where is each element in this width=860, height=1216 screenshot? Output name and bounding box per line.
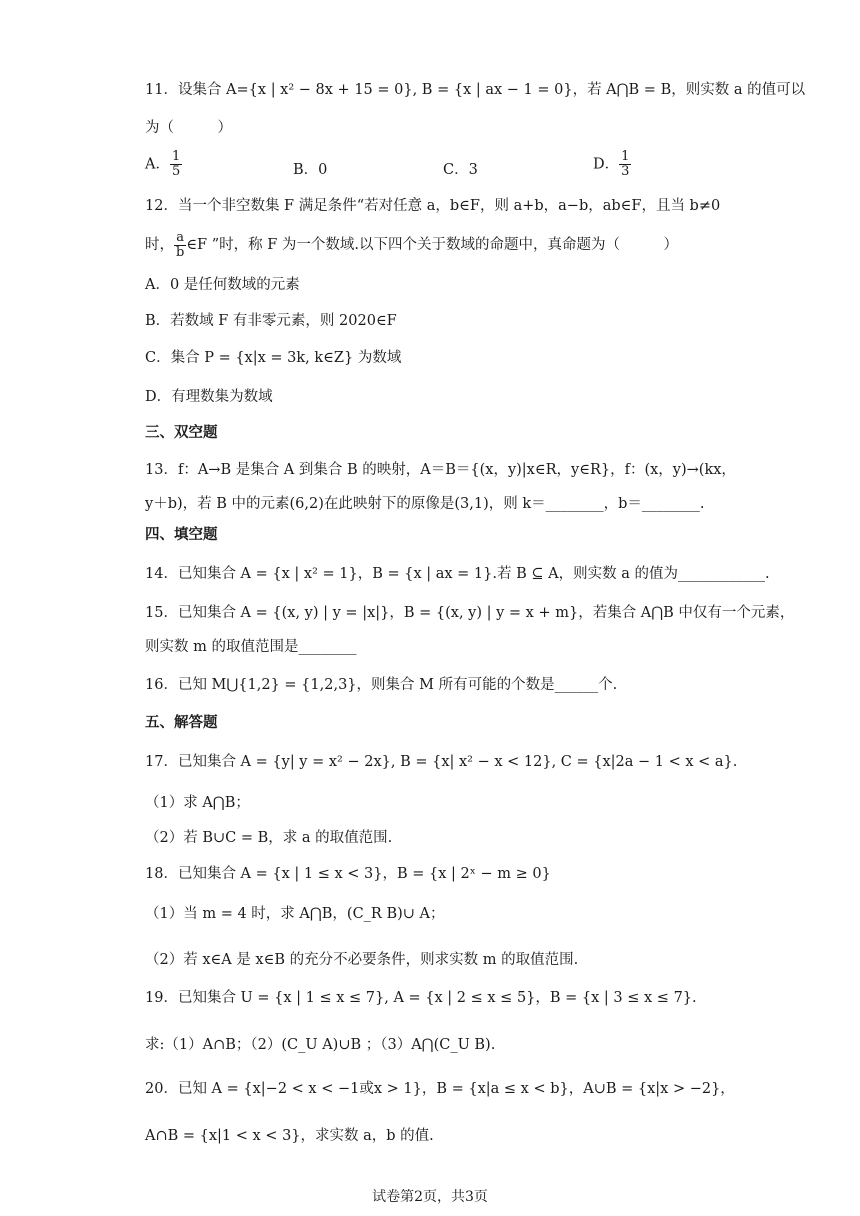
q12-line1: 12．当一个非空数集 F 满足条件“若对任意 a，b∈F，则 a+b，a−b，ab∈F，且当 b≠0: [145, 198, 721, 214]
fraction: [170, 150, 182, 179]
q11-line1: 11．设集合 A={x | x² − 8x + 15 = 0}, B = {x | ax − 1 = 0}，若 A⋂B = B，则实数 a 的值可以: [145, 82, 806, 98]
q11-line2: 为（ ）: [145, 120, 232, 136]
fraction: [174, 231, 186, 260]
q12-option-c: C．集合 P = {x|x = 3k, k∈Z} 为数域: [145, 350, 402, 366]
denominator: b: [176, 244, 185, 260]
q17-sub1: （1）求 A⋂B；: [145, 795, 250, 811]
q12-line2-post: ∈F ”时，称 F 为一个数域.以下四个关于数域的命题中，真命题为（ ）: [186, 237, 679, 253]
q15-line2: 则实数 m 的取值范围是________: [145, 639, 357, 655]
q13-line1: 13．f：A→B 是集合 A 到集合 B 的映射，A＝B＝{(x，y)|x∈R，y∈R}，f：(x，y)→(kx，: [145, 462, 736, 478]
q12-line2: [145, 230, 678, 260]
q17-line1: 17．已知集合 A = {y| y = x² − 2x}, B = {x| x² − x < 12}, C = {x|2a − 1 < x < a}.: [145, 754, 738, 770]
denominator: 5: [171, 164, 181, 179]
numerator: a: [174, 231, 186, 246]
section-title-3: 三、双空题: [145, 424, 218, 441]
q19-line1: 19．已知集合 U = {x | 1 ≤ x ≤ 7}, A = {x | 2 ≤ x ≤ 5}，B = {x | 3 ≤ x ≤ 7}.: [145, 990, 697, 1006]
q12-option-d: D．有理数集为数域: [145, 389, 273, 405]
option-label: D．: [593, 156, 620, 173]
q18-sub1: （1）当 m = 4 时，求 A⋂B，(C_R B)∪ A；: [145, 906, 445, 922]
q11-option-c: C．3: [443, 162, 478, 178]
q11-option-b: B．0: [293, 162, 328, 178]
option-label: A．: [145, 156, 170, 173]
q12-line2-pre: 时，: [145, 237, 174, 253]
q18-sub2: （2）若 x∈A 是 x∈B 的充分不必要条件，则求实数 m 的取值范围.: [145, 952, 579, 968]
section-title-4: 四、填空题: [145, 526, 218, 543]
q14-text: 14．已知集合 A = {x | x² = 1}，B = {x | ax = 1}.若 B ⊆ A，则实数 a 的值为____________.: [145, 566, 770, 582]
numerator: 1: [621, 149, 630, 164]
denominator: 3: [621, 164, 630, 179]
page-footer: 试卷第2页，共3页: [372, 1189, 488, 1205]
q15-line1: 15．已知集合 A = {(x, y) | y = |x|}，B = {(x, y) | y = x + m}，若集合 A⋂B 中仅有一个元素，: [145, 605, 795, 621]
q17-sub2: （2）若 B∪C = B，求 a 的取值范围.: [145, 830, 393, 846]
q20-line1: 20．已知 A = {x|−2 < x < −1或x > 1}，B = {x|a ≤ x < b}，A∪B = {x|x > −2}，: [145, 1081, 735, 1097]
q18-line1: 18．已知集合 A = {x | 1 ≤ x < 3}，B = {x | 2ˣ − m ≥ 0}: [145, 866, 551, 882]
q12-option-b: B．若数域 F 有非零元素，则 2020∈F: [145, 313, 397, 329]
q13-line2: y＋b)，若 B 中的元素(6,2)在此映射下的原像是(3,1)，则 k＝________，b＝________.: [145, 496, 705, 512]
section-title-5: 五、解答题: [145, 714, 218, 731]
q20-line2: A∩B = {x|1 < x < 3}，求实数 a，b 的值.: [145, 1128, 434, 1144]
q16-text: 16．已知 M⋃{1,2} = {1,2,3}，则集合 M 所有可能的个数是______个.: [145, 677, 618, 693]
numerator: 1: [171, 149, 181, 164]
q11-option-d: [593, 150, 631, 179]
q19-line2: 求:（1）A∩B；（2）(C_U A)∪B ；（3）A⋂(C_U B).: [145, 1037, 496, 1053]
q11-option-a: [145, 150, 182, 179]
fraction: [619, 150, 631, 179]
q12-option-a: A．0 是任何数域的元素: [145, 277, 300, 293]
